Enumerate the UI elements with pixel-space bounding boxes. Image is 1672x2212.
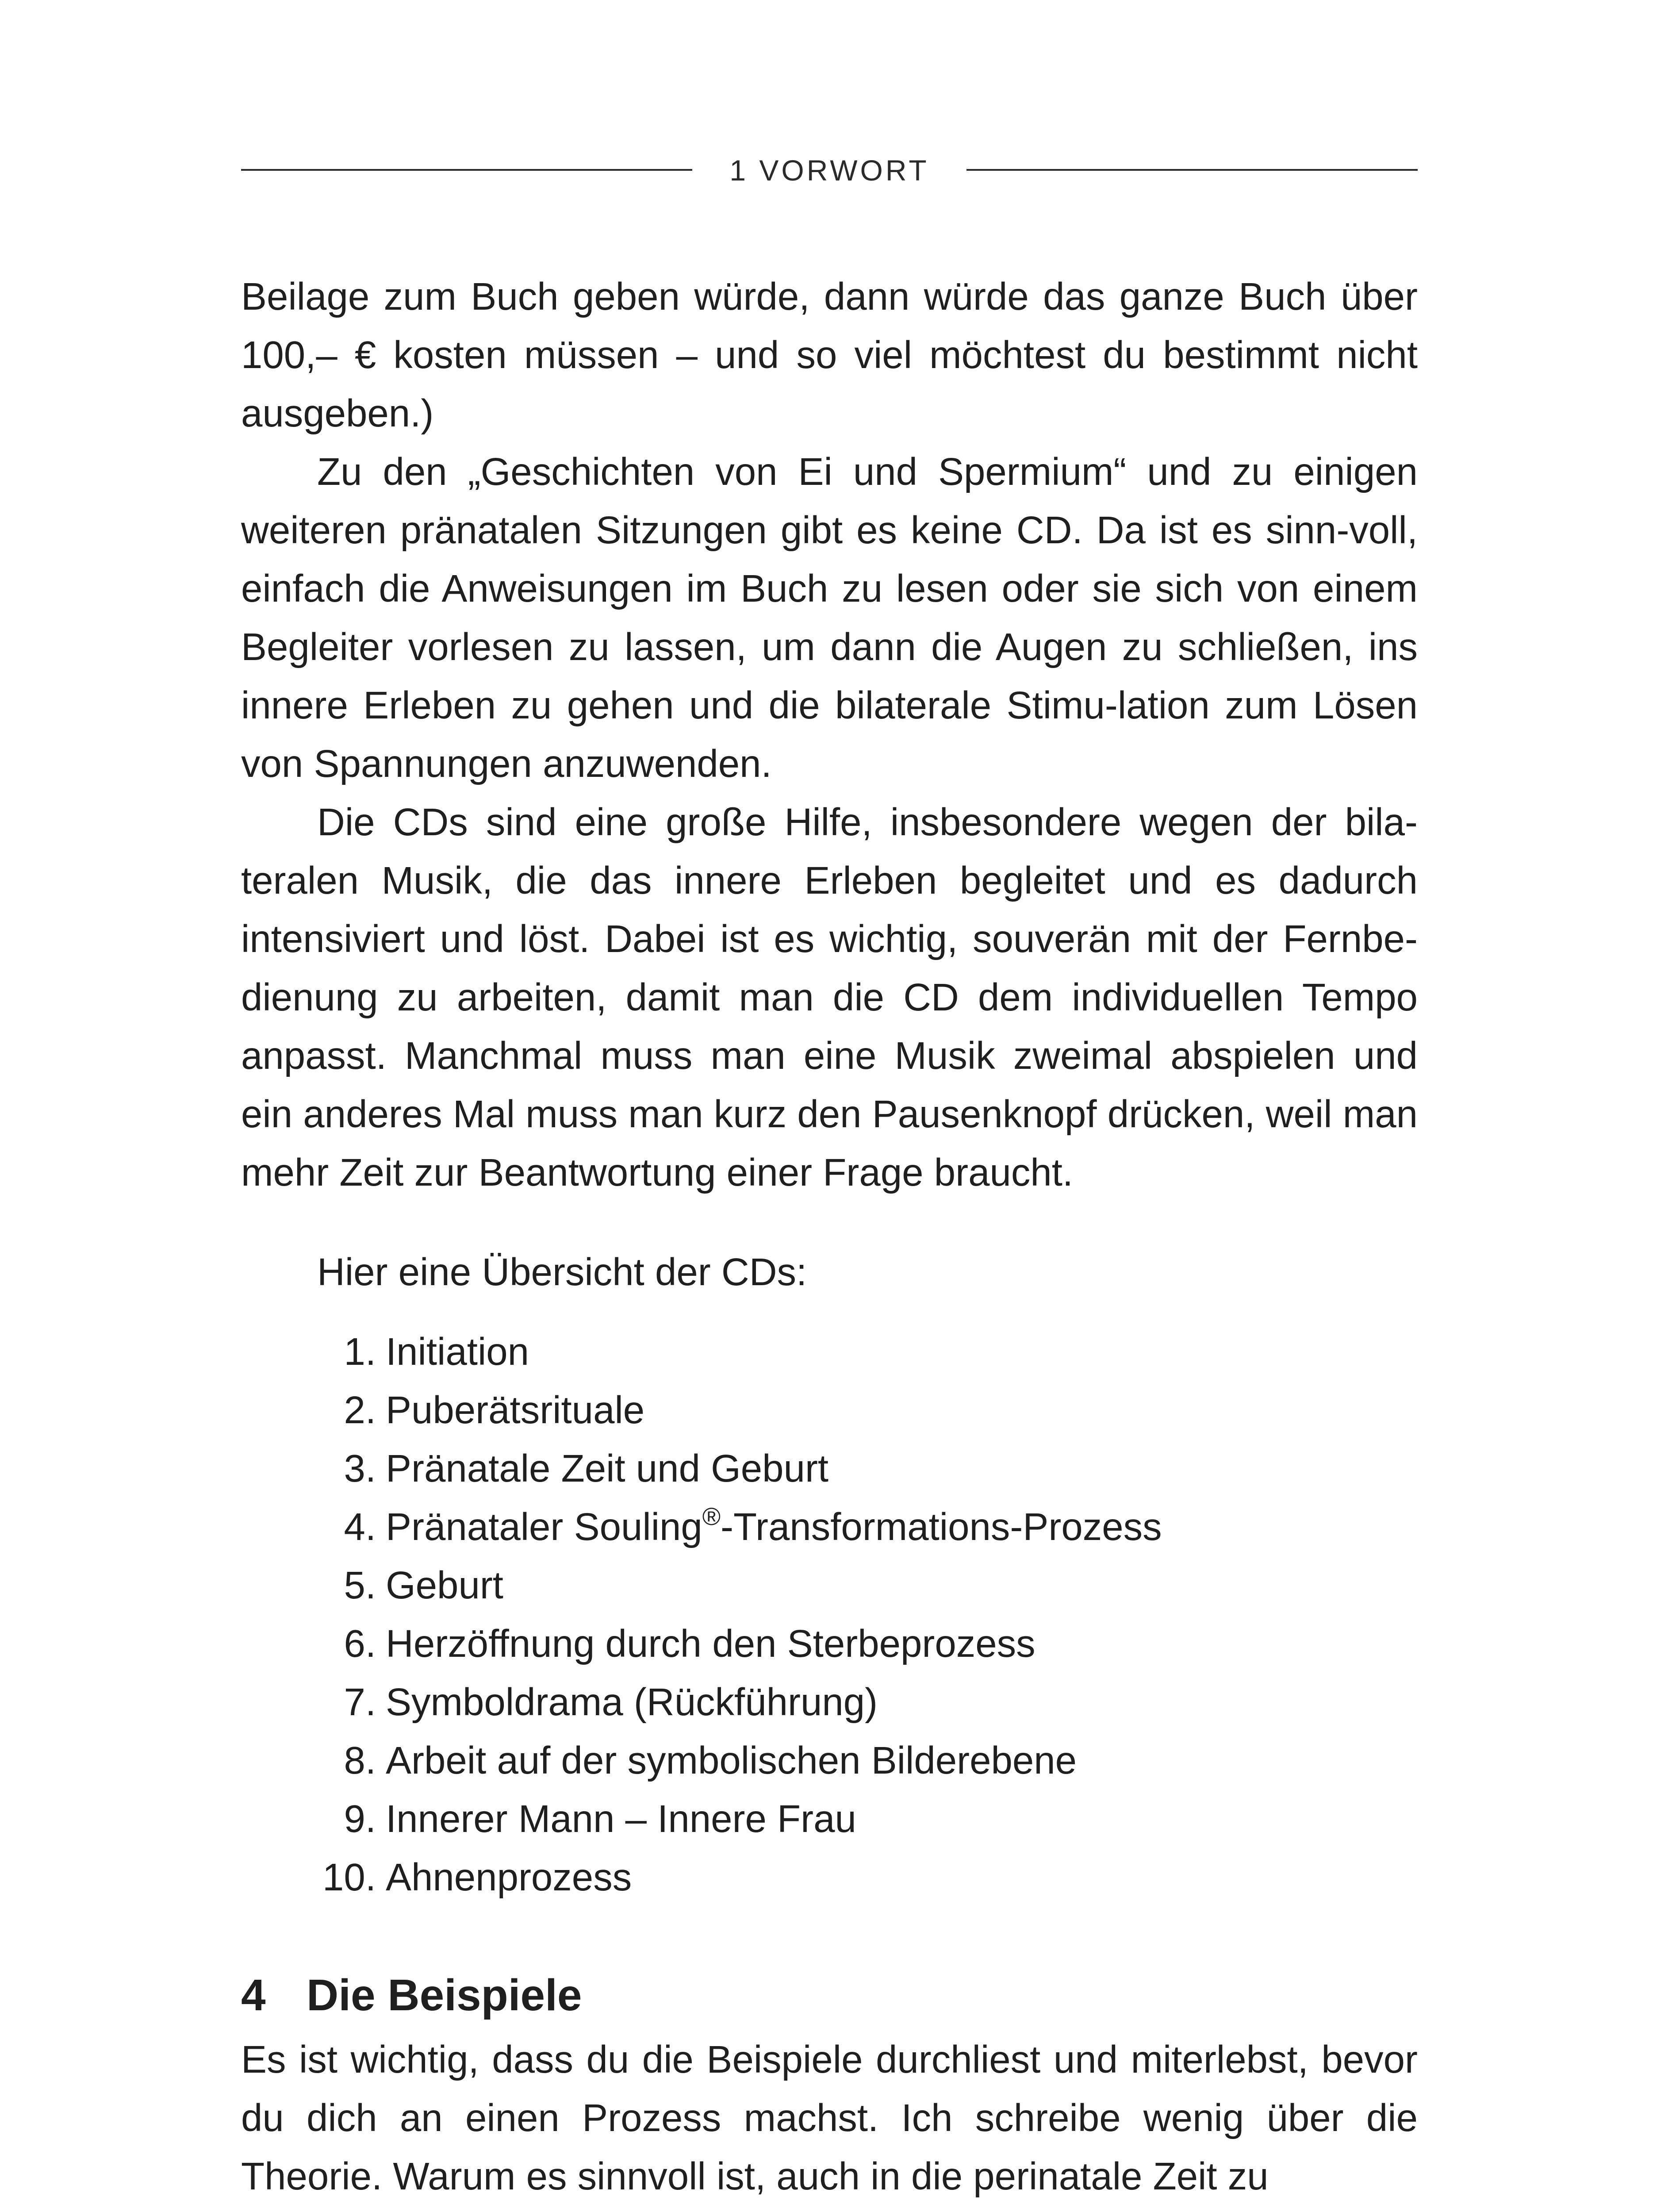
list-item-title: Geburt bbox=[386, 1564, 503, 1607]
list-item bbox=[310, 1440, 1162, 1498]
list-item-title: Initiation bbox=[386, 1330, 529, 1373]
running-head bbox=[241, 146, 1418, 199]
list-number: 1. bbox=[344, 1330, 376, 1373]
list-item bbox=[310, 1556, 1162, 1615]
running-head-title: 1 VORWORT bbox=[729, 154, 929, 187]
list-item bbox=[310, 1673, 1162, 1732]
paragraph: Beilage zum Buch geben würde, dann würde das ganze Buch über 100,– € kosten müssen – und so viel möchtest du bestimmt nicht ausgeben.) bbox=[241, 275, 1418, 435]
list-number: 6. bbox=[344, 1622, 376, 1665]
list-item bbox=[310, 1498, 1162, 1556]
header-rule-left bbox=[241, 169, 692, 171]
body-text-bottom bbox=[241, 2031, 1418, 2206]
paragraph: Zu den „Geschichten von Ei und Spermium“ und zu einigen weiteren pränatalen Sitzungen gibt es keine CD. Da ist es sinn-voll, einfach die Anweisungen im Buch zu lesen oder sie sich von einem Begleiter vorlesen zu lassen, um dann die Augen zu schließen, ins innere Erleben zu gehen und die bilaterale Stimu-lation zum Lösen von Spannungen anzuwenden. bbox=[241, 450, 1418, 785]
list-number: 3. bbox=[344, 1447, 376, 1490]
list-number: 8. bbox=[344, 1739, 376, 1782]
cd-overview-intro: Hier eine Übersicht der CDs: bbox=[317, 1251, 807, 1294]
list-number: 10. bbox=[322, 1856, 376, 1899]
section-title: Die Beispiele bbox=[307, 1970, 582, 2020]
list-item bbox=[310, 1615, 1162, 1673]
list-item bbox=[310, 1790, 1162, 1848]
list-number: 4. bbox=[344, 1505, 376, 1548]
list-item-title: Puberätsrituale bbox=[386, 1389, 645, 1432]
list-item-title: Innerer Mann – Innere Frau bbox=[386, 1797, 856, 1840]
list-item bbox=[310, 1732, 1162, 1790]
list-item-title: Pränatale Zeit und Geburt bbox=[386, 1447, 829, 1490]
title-part: Pränataler Souling bbox=[386, 1505, 702, 1548]
list-item-title: Herzöffnung durch den Sterbeprozess bbox=[386, 1622, 1035, 1665]
section-heading bbox=[241, 1964, 582, 2026]
section-number: 4 bbox=[241, 1970, 266, 2020]
cd-list bbox=[310, 1323, 1162, 1907]
list-item-title: Symboldrama (Rückführung) bbox=[386, 1681, 878, 1724]
paragraph: Die CDs sind eine große Hilfe, insbesondere wegen der bila-teralen Musik, die das innere Erleben begleitet und es dadurch intensiviert und löst. Dabei ist es wichtig, souverän mit der Fernbe-dienung zu arbeiten, damit man die CD dem individuellen Tempo anpasst. Manchmal muss man eine Musik zweimal abspielen und ein anderes Mal muss man kurz den Pausenknopf drücken, weil man mehr Zeit zur Beantwortung einer Frage braucht. bbox=[241, 801, 1418, 1194]
header-rule-right bbox=[966, 169, 1418, 171]
list-item bbox=[310, 1323, 1162, 1381]
list-number: 7. bbox=[344, 1681, 376, 1724]
list-item-title: Arbeit auf der symbolischen Bilderebene bbox=[386, 1739, 1077, 1782]
list-item bbox=[310, 1381, 1162, 1440]
list-number: 5. bbox=[344, 1564, 376, 1607]
list-item bbox=[310, 1848, 1162, 1907]
list-item-title: Ahnenprozess bbox=[386, 1856, 632, 1899]
body-text-top bbox=[241, 268, 1418, 1202]
title-part: -Transformations-Prozess bbox=[721, 1505, 1162, 1548]
registered-mark: ® bbox=[702, 1502, 721, 1530]
list-item-title bbox=[386, 1498, 1162, 1556]
list-number: 2. bbox=[344, 1389, 376, 1432]
list-number: 9. bbox=[344, 1797, 376, 1840]
paragraph: Es ist wichtig, dass du die Beispiele durchliest und miterlebst, bevor du dich an einen Prozess machst. Ich schreibe wenig über die Theorie. Warum es sinnvoll ist, auch in die perinatale Zeit zu bbox=[241, 2038, 1418, 2198]
